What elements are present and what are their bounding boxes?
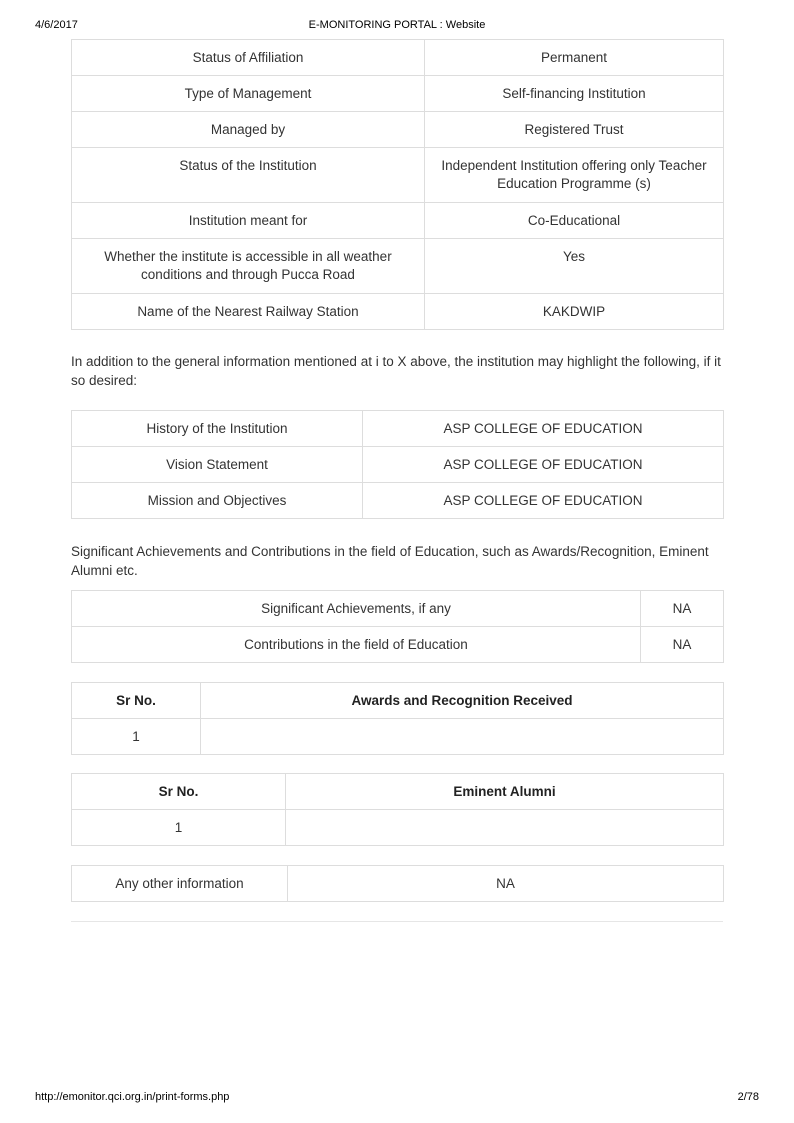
- table-row: [72, 239, 724, 294]
- info-label: Status of the Institution: [72, 148, 425, 203]
- achievement-value: NA: [641, 591, 724, 627]
- print-url: http://emonitor.qci.org.in/print-forms.php: [35, 1091, 230, 1103]
- other-info-table: [71, 865, 724, 902]
- alumni-cell: [286, 810, 724, 846]
- highlight-label: Vision Statement: [72, 447, 363, 483]
- alumni-table: [71, 773, 724, 846]
- awards-table: [71, 682, 724, 755]
- info-label: Institution meant for: [72, 203, 425, 239]
- table-row: [72, 148, 724, 203]
- achievement-label: Significant Achievements, if any: [72, 591, 641, 627]
- info-value: KAKDWIP: [425, 294, 724, 330]
- sr-no-cell: 1: [72, 810, 286, 846]
- achievements-intro-text: Significant Achievements and Contributions in the field of Education, such as Awards/Recognition, Eminent Alumni etc.: [71, 544, 709, 578]
- achievement-label: Contributions in the field of Education: [72, 627, 641, 663]
- alumni-header: Eminent Alumni: [286, 774, 724, 810]
- page-number: 2/78: [737, 1091, 759, 1103]
- sr-no-header: Sr No.: [72, 774, 286, 810]
- awards-header: Awards and Recognition Received: [201, 683, 724, 719]
- highlights-table: [71, 410, 724, 519]
- highlight-label: Mission and Objectives: [72, 483, 363, 519]
- highlight-label: History of the Institution: [72, 411, 363, 447]
- print-page-title: E-MONITORING PORTAL : Website: [308, 19, 486, 31]
- table-header-row: [72, 683, 724, 719]
- highlight-value: ASP COLLEGE OF EDUCATION: [363, 447, 724, 483]
- highlight-value: ASP COLLEGE OF EDUCATION: [363, 483, 724, 519]
- sr-no-header: Sr No.: [72, 683, 201, 719]
- print-date: 4/6/2017: [35, 19, 78, 31]
- highlight-value: ASP COLLEGE OF EDUCATION: [363, 411, 724, 447]
- general-info-table: [71, 39, 724, 330]
- info-label: Managed by: [72, 112, 425, 148]
- info-value: Registered Trust: [425, 112, 724, 148]
- table-row: [72, 40, 724, 76]
- table-row: [72, 76, 724, 112]
- table-header-row: [72, 774, 724, 810]
- info-label: Status of Affiliation: [72, 40, 425, 76]
- table-row: [72, 591, 724, 627]
- info-value: Permanent: [425, 40, 724, 76]
- table-row: [72, 627, 724, 663]
- info-value: Self-financing Institution: [425, 76, 724, 112]
- info-label: Name of the Nearest Railway Station: [72, 294, 425, 330]
- table-row: [72, 112, 724, 148]
- info-value: Co-Educational: [425, 203, 724, 239]
- award-cell: [201, 719, 724, 755]
- table-row: [72, 866, 724, 902]
- sr-no-cell: 1: [72, 719, 201, 755]
- table-row: [72, 411, 724, 447]
- print-header: [35, 19, 759, 33]
- table-row: [72, 483, 724, 519]
- section-divider: [71, 921, 723, 922]
- table-row: [72, 447, 724, 483]
- highlight-intro-text: In addition to the general information mentioned at i to X above, the institution may highlight the following, if it so desired:: [71, 354, 721, 388]
- info-label: Whether the institute is accessible in all weather conditions and through Pucca Road: [72, 239, 425, 294]
- other-info-label: Any other information: [72, 866, 288, 902]
- achievement-value: NA: [641, 627, 724, 663]
- table-row: [72, 719, 724, 755]
- table-row: [72, 203, 724, 239]
- table-row: [72, 810, 724, 846]
- other-info-value: NA: [288, 866, 724, 902]
- table-row: [72, 294, 724, 330]
- info-value: Independent Institution offering only Teacher Education Programme (s): [425, 148, 724, 203]
- achievements-table: [71, 590, 724, 663]
- info-value: Yes: [425, 239, 724, 294]
- print-footer: [35, 1091, 759, 1105]
- info-label: Type of Management: [72, 76, 425, 112]
